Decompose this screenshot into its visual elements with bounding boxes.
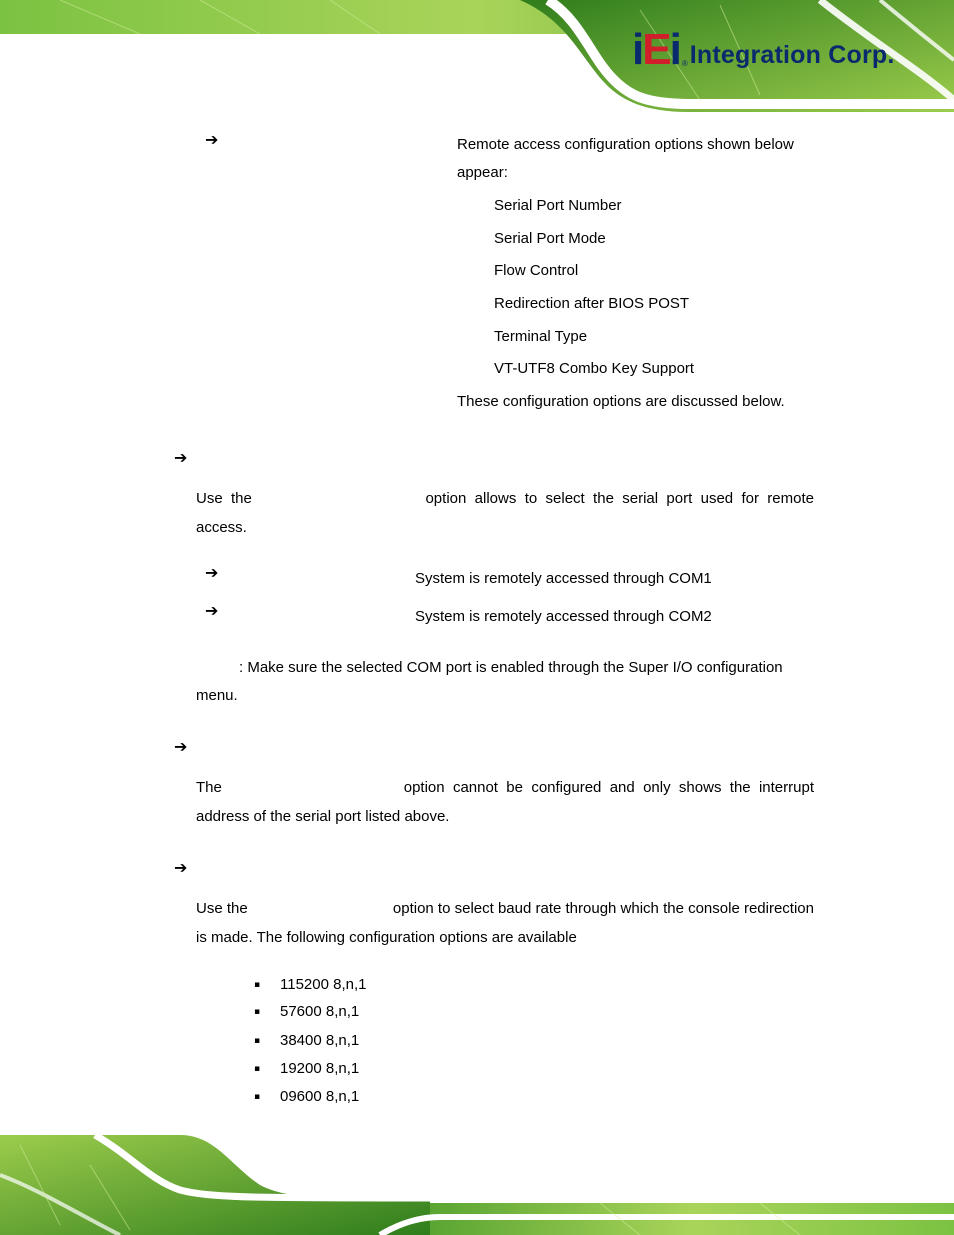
com1-desc: System is remotely accessed through COM1 bbox=[415, 570, 712, 587]
note-line1: : Make sure the selected COM port is enabled through the Super I/O configuration bbox=[239, 659, 783, 676]
company-logo bbox=[632, 26, 895, 72]
arrow-icon: ➔ bbox=[174, 737, 188, 756]
desc-lead: Use the bbox=[196, 900, 248, 917]
arrow-icon: ➔ bbox=[205, 130, 219, 149]
remote-access-desc-line1: Remote access configuration options shown below bbox=[457, 136, 794, 153]
base-address-desc-line1 bbox=[196, 779, 814, 796]
iei-logo-mark: iEi bbox=[632, 25, 680, 74]
remote-access-closing: These configuration options are discussed below. bbox=[457, 393, 785, 410]
remote-access-desc-line2: appear: bbox=[457, 164, 508, 181]
option-item: Serial Port Mode bbox=[494, 230, 606, 247]
desc-lead: Use the bbox=[196, 490, 252, 507]
baud-rate-item: 19200 8,n,1 bbox=[280, 1060, 360, 1077]
serial-port-mode-desc-line1 bbox=[196, 900, 814, 917]
desc-rest: option to select baud rate through which the console redirection bbox=[392, 900, 814, 917]
baud-rate-item: 38400 8,n,1 bbox=[280, 1032, 360, 1049]
serial-port-number-desc-line2: access. bbox=[196, 519, 247, 536]
bullet-icon: ▪ bbox=[254, 980, 261, 990]
desc-lead: The bbox=[196, 779, 222, 796]
serial-port-number-desc-line1 bbox=[196, 490, 814, 507]
arrow-icon: ➔ bbox=[205, 563, 219, 582]
com2-desc: System is remotely accessed through COM2 bbox=[415, 608, 712, 625]
bullet-icon: ▪ bbox=[254, 1064, 261, 1074]
note-line2: menu. bbox=[196, 687, 238, 704]
option-item: VT-UTF8 Combo Key Support bbox=[494, 360, 695, 377]
company-name: Integration Corp. bbox=[689, 41, 895, 69]
option-item: Flow Control bbox=[494, 262, 579, 279]
baud-rate-item: 09600 8,n,1 bbox=[280, 1088, 360, 1105]
bullet-icon: ▪ bbox=[254, 1036, 261, 1046]
option-item: Terminal Type bbox=[494, 328, 588, 345]
desc-rest: option cannot be configured and only shows the interrupt bbox=[403, 779, 814, 796]
baud-rate-item: 57600 8,n,1 bbox=[280, 1003, 360, 1020]
arrow-icon: ➔ bbox=[174, 858, 188, 877]
registered-mark: ® bbox=[681, 59, 688, 68]
arrow-icon: ➔ bbox=[205, 601, 219, 620]
footer-banner bbox=[0, 1135, 954, 1235]
baud-rate-item: 115200 8,n,1 bbox=[280, 976, 367, 993]
option-item: Redirection after BIOS POST bbox=[494, 295, 690, 312]
desc-rest: option allows to select the serial port used for remote bbox=[425, 490, 814, 507]
bullet-icon: ▪ bbox=[254, 1007, 261, 1017]
base-address-desc-line2: address of the serial port listed above. bbox=[196, 808, 450, 825]
arrow-icon: ➔ bbox=[174, 448, 188, 467]
option-item: Serial Port Number bbox=[494, 197, 622, 214]
bullet-icon: ▪ bbox=[254, 1092, 261, 1102]
serial-port-mode-desc-line2: is made. The following configuration options are available bbox=[196, 929, 577, 946]
